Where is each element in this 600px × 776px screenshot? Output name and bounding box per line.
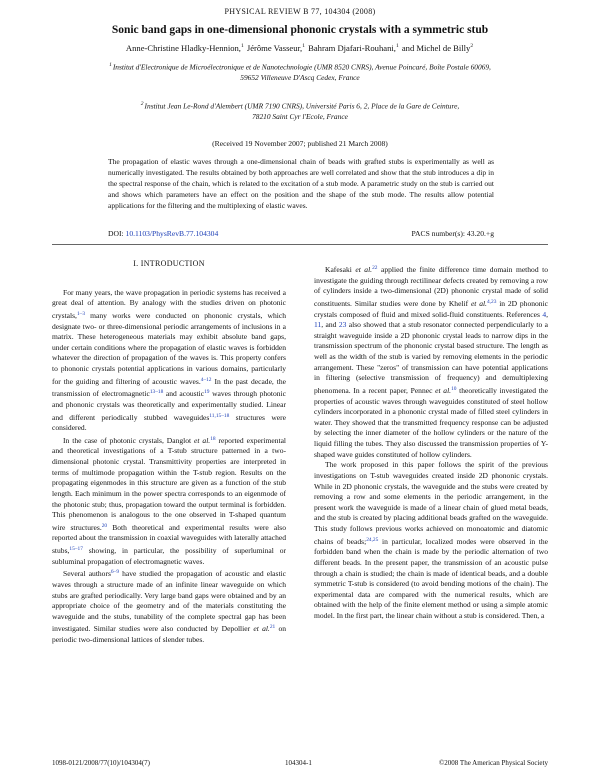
- body-paragraph: [52, 567, 286, 645]
- affiliation-1: [40, 60, 560, 83]
- citation-link[interactable]: 20: [101, 522, 108, 529]
- section-heading: I. INTRODUCTION: [133, 259, 205, 268]
- body-paragraph: [314, 263, 548, 460]
- text-run: showing, in particular, the possibility of superluminal or subluminal propagation of electromagnetic waves.: [52, 546, 286, 566]
- text-run: have studied the propagation of acoustic and elastic waves through a structure made of an infinite linear waveguide on which stubs are grafted periodically. Very large band gaps were obtained and by an appropriate choice of the geometry and of the materials constituting the waveguide and the stubs, tunability of the complete spectral gap has been investigated. Similar studies were also conducted by Depollier: [52, 569, 287, 634]
- footer-page-number: 104304-1: [285, 759, 312, 767]
- running-header: PHYSICAL REVIEW B 77, 104304 (2008): [224, 7, 376, 16]
- affiliation-line: 78210 Saint Cyr l'Ecole, France: [252, 111, 348, 121]
- text-run: Several authors: [63, 569, 111, 579]
- italic-run: et al.: [435, 385, 452, 395]
- text-run: Kafesaki: [325, 265, 356, 274]
- left-column-body: [52, 288, 286, 646]
- author: Jérôme Vasseur,: [246, 43, 303, 53]
- text-run: reported experimental and theoretical investigations of a T-stub structure patterned in a two-dimensional photonic crystal. Transmittivity properties are interpreted in terms of multimode propagation within the T-stub region. Results on the propagating eigenmodes in this structure are given as a function of the stub length. Each minimum in the power spectra corresponds to an eigenmode of the photonic stub; thus, propagation toward the output terminal is forbidden. This phenomenon is analogous to the one observed in T-shaped quantum wire structures.: [52, 435, 287, 532]
- citation-link[interactable]: 15–17: [69, 546, 83, 552]
- text-run: waves through photonic and phononic crystals was theoretically and experimentally studied. Linear and different periodically stubbed waveguides: [52, 389, 286, 422]
- affiliation-mark: 1: [109, 62, 112, 68]
- section-divider: [52, 244, 548, 245]
- affiliation-line: Institut d'Electronique de Microélectronique et de Nanotechnologie (UMR 8520 CNRS), Avenue Poincaré, Boîte Postale 60069,: [112, 62, 491, 72]
- doi-link[interactable]: 10.1103/PhysRevB.77.104304: [125, 229, 219, 238]
- text-run: In the past decade, the transmission of electromagnetic: [52, 376, 286, 399]
- author-affil-mark: 2: [470, 43, 474, 50]
- left-column: [52, 259, 286, 646]
- citation-link[interactable]: 6–9: [110, 569, 120, 576]
- italic-run: et al.: [194, 435, 211, 445]
- doi-pacs-line: [108, 229, 494, 238]
- citation-link[interactable]: 4,23: [486, 298, 497, 305]
- text-run: , and: [321, 320, 339, 330]
- text-run: in particular, localized modes were observed in the forbidden band when the chain is made by the periodic alternation of two different beads. In the present paper, the transmission of an acoustic pulse through a chain is studied; the chain is made of identical beads, and a double symmetric T-stub is considered (to avoid bending motions of the chain). The experimental data are compared with the numerical results, which are obtained with the help of the finite element method or using a simple atomic model. In the first part, the linear chain without a stub is considered. Then, a: [314, 536, 548, 620]
- text-run: structures were considered.: [52, 412, 286, 433]
- footer-article-code: 1098-0121/2008/77(10)/104304(7): [52, 759, 150, 767]
- text-run: Both theoretical and experimental results were also reported about the transmission in coaxial waveguides with laterally attached stubs,: [52, 522, 286, 555]
- text-run: and acoustic: [163, 389, 205, 399]
- citation-link[interactable]: 11,15–18: [209, 412, 230, 419]
- text-run: For many years, the wave propagation in periodic systems has received a great deal of attention. By analogy with the studies driven on photonic crystals,: [52, 287, 286, 320]
- abstract: The propagation of elastic waves through a one-dimensional chain of beads with grafted stubs is experimentally as well as numerically investigated. The results obtained by both approaches are well correlated and show that the stub introduces a dip in the spectral response of the chain, which is related to the excitation of a stub mode. A parametric study on the stub is carried out and shows which parameters have an effect on the position and the shape of the stub mode. The results allow potential applications for the filtering and the multiplexing of elastic waves.: [108, 157, 494, 211]
- text-run: ,: [546, 309, 548, 319]
- italic-run: et al.: [470, 298, 487, 308]
- right-column: [314, 263, 548, 622]
- affiliation-line: Institut Jean Le-Rond d'Alembert (UMR 7190 CNRS), Université Paris 6, 2, Place de la Gare de Ceinture,: [144, 101, 460, 111]
- text-run: in 2D phononic crystals composed of fluid and mixed solid-fluid constituents. References: [314, 298, 548, 319]
- pacs-numbers: PACS number(s): 43.20.+g: [411, 229, 494, 238]
- text-run: also showed that a stub resonator connected perpendicularly to a straight waveguide inside a 2D phononic crystal leads to narrow dips in the transmission spectrum of the phononic crystal based structure. The length as well as the width of the stub is varied by removing elements in the periodic arrangement. These "zeros" of transmission can have potential applications in filtering (selective transmission of frequency) and demultiplexing phenomena. In a recent paper, Pennec: [314, 320, 548, 395]
- citation-link[interactable]: 13–18: [149, 389, 164, 396]
- italic-run: et al.: [253, 624, 270, 634]
- body-paragraph: [52, 288, 286, 434]
- text-run: many works were conducted on phononic crystals, which designate two- or three-dimensional periodic arrangements of inclusions in a matrix. These heterogeneous materials may exhibit absolute band gaps, under certain conditions where the propagation of elastic waves is forbidden whatever the direction of propagation of the waves is. This property confers to phononic crystals potential applications in various domains, particularly for the guiding and filtering of acoustic waves.: [52, 310, 286, 386]
- author: and Michel de Billy: [401, 43, 471, 53]
- body-paragraph: [314, 460, 548, 621]
- citation-link[interactable]: 4–12: [200, 376, 212, 383]
- citation-link[interactable]: 24,25: [366, 536, 379, 543]
- reference-link[interactable]: 4: [542, 309, 547, 319]
- affiliation-2: [40, 99, 560, 122]
- affiliation-line: 59652 Villeneuve D'Ascq Cedex, France: [240, 72, 360, 82]
- citation-link[interactable]: 21: [269, 624, 276, 631]
- text-run: applied the finite difference time domain method to investigate the guiding through rectilinear defects created by removing a row of cylinders inside a two-dimensional (2D) phononic crystal made of solid constituents. Similar studies were done by Khelif: [314, 265, 548, 308]
- author-affil-mark: 1: [302, 43, 305, 50]
- citation-link[interactable]: 22: [372, 265, 378, 271]
- received-dates: (Received 19 November 2007; published 21 March 2008): [212, 139, 388, 148]
- doi-label: DOI:: [108, 229, 124, 238]
- right-column-body: [314, 263, 548, 622]
- reference-link[interactable]: 23: [338, 320, 347, 330]
- citation-link[interactable]: 10: [451, 385, 457, 392]
- author-affil-mark: 1: [395, 43, 399, 50]
- author: Bahram Djafari-Rouhani,: [308, 43, 396, 53]
- author: Anne-Christine Hladky-Hennion,: [125, 43, 241, 53]
- citation-link[interactable]: 1–3: [76, 310, 86, 317]
- reference-link[interactable]: 11: [314, 320, 322, 330]
- author-affil-mark: 1: [240, 43, 244, 50]
- citation-link[interactable]: 18: [210, 435, 216, 442]
- italic-run: et al.: [355, 265, 373, 274]
- body-paragraph: [52, 434, 286, 568]
- author-list: [0, 43, 600, 53]
- paper-title: Sonic band gaps in one-dimensional phononic crystals with a symmetric stub: [111, 24, 489, 36]
- text-run: The work proposed in this paper follows the spirit of the previous investigations on T-stub waveguides created inside 2D phononic crystals. While in 2D phononic crystals, the waveguide and the stubs were created by removing a row and some elements in the periodic arrangement, in the present work the waveguide is made of a linear chain of glued metal beads, and the stub is created by placing additional beads grafted on the waveguide. This study follows previous works achieved on monoatomic and diatomic chains of beads;: [314, 460, 548, 546]
- text-run: on periodic two-dimensional lattices of slender tubes.: [52, 624, 287, 644]
- text-run: In the case of photonic crystals, Danglot: [63, 435, 195, 445]
- affiliation-mark: 2: [140, 101, 144, 107]
- footer-copyright: ©2008 The American Physical Society: [438, 759, 548, 767]
- citation-link[interactable]: 19: [204, 389, 210, 396]
- text-run: theoretically investigated the properties of acoustic waves through waveguides constituted of steel hollow cylinders incorporated in a phononic crystal made of filled steel cylinders in water. They showed that the transmitted frequency response can be adjusted by selecting the inner diameter of the hollow cylinders or the nature of the liquid filling the tubes. They also discussed the transmission properties of Y-shaped wave guides constituted of hollow cylinders.: [314, 385, 548, 459]
